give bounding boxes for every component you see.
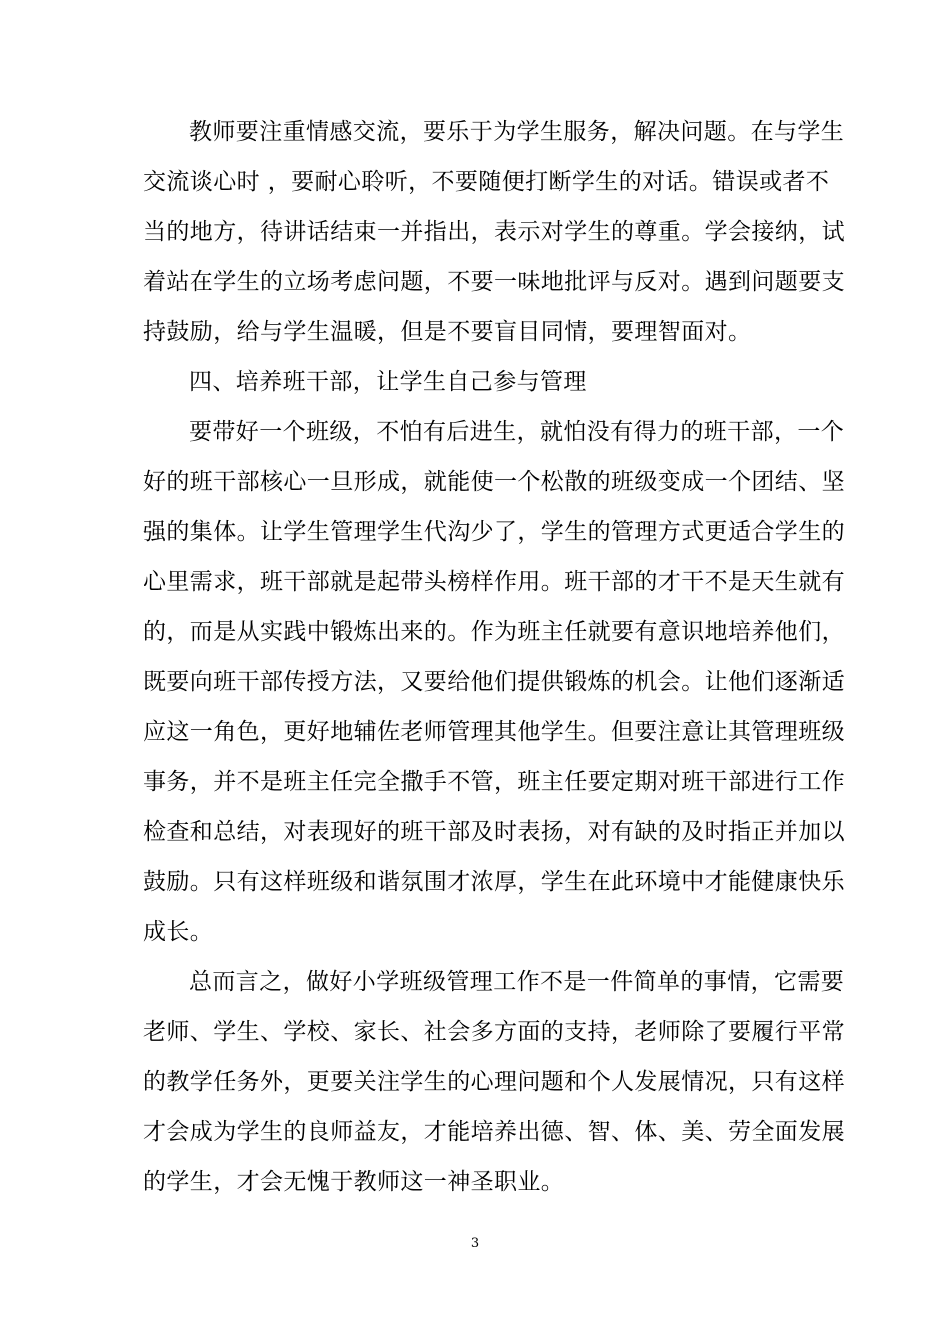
section-heading: 四、培养班干部，让学生自己参与管理 — [189, 369, 587, 395]
text-line: 好的班干部核心一旦形成，就能使一个松散的班级变成一个团结、坚 — [143, 469, 845, 495]
text-line: 检查和总结，对表现好的班干部及时表扬，对有缺的及时指正并加以 — [143, 819, 845, 845]
text-line: 强的集体。让学生管理学生代沟少了，学生的管理方式更适合学生的 — [143, 519, 845, 545]
text-line: 交流谈心时 ，要耐心聆听，不要随便打断学生的对话。错误或者不 — [143, 169, 830, 195]
text-line: 才会成为学生的良师益友，才能培养出德、智、体、美、劳全面发展 — [143, 1119, 845, 1145]
text-line: 老师、学生、学校、家长、社会多方面的支持，老师除了要履行平常 — [143, 1019, 845, 1045]
text-line: 的教学任务外，更要关注学生的心理问题和个人发展情况，只有这样 — [143, 1069, 845, 1095]
text-line: 持鼓励，给与学生温暖，但是不要盲目同情，要理智面对。 — [143, 319, 752, 345]
text-line: 教师要注重情感交流，要乐于为学生服务，解决问题。在与学生 — [189, 119, 845, 145]
text-line: 的，而是从实践中锻炼出来的。作为班主任就要有意识地培养他们， — [143, 619, 845, 645]
text-line: 总而言之，做好小学班级管理工作不是一件简单的事情，它需要 — [189, 969, 845, 995]
text-line: 当的地方，待讲话结束一并指出，表示对学生的尊重。学会接纳，试 — [143, 219, 845, 245]
text-line: 的学生，才会无愧于教师这一神圣职业。 — [143, 1169, 565, 1195]
text-line: 事务，并不是班主任完全撒手不管，班主任要定期对班干部进行工作 — [143, 769, 845, 795]
text-line: 既要向班干部传授方法，又要给他们提供锻炼的机会。让他们逐渐适 — [143, 669, 845, 695]
text-line: 鼓励。只有这样班级和谐氛围才浓厚，学生在此环境中才能健康快乐 — [143, 869, 845, 895]
text-line: 成长。 — [143, 919, 214, 945]
text-line: 应这一角色，更好地辅佐老师管理其他学生。但要注意让其管理班级 — [143, 719, 845, 745]
text-line: 着站在学生的立场考虑问题，不要一味地批评与反对。遇到问题要支 — [143, 269, 845, 295]
text-line: 要带好一个班级，不怕有后进生，就怕没有得力的班干部，一个 — [189, 419, 845, 445]
page-number: 3 — [470, 1236, 480, 1251]
text-line: 心里需求，班干部就是起带头榜样作用。班干部的才干不是天生就有 — [143, 569, 845, 595]
